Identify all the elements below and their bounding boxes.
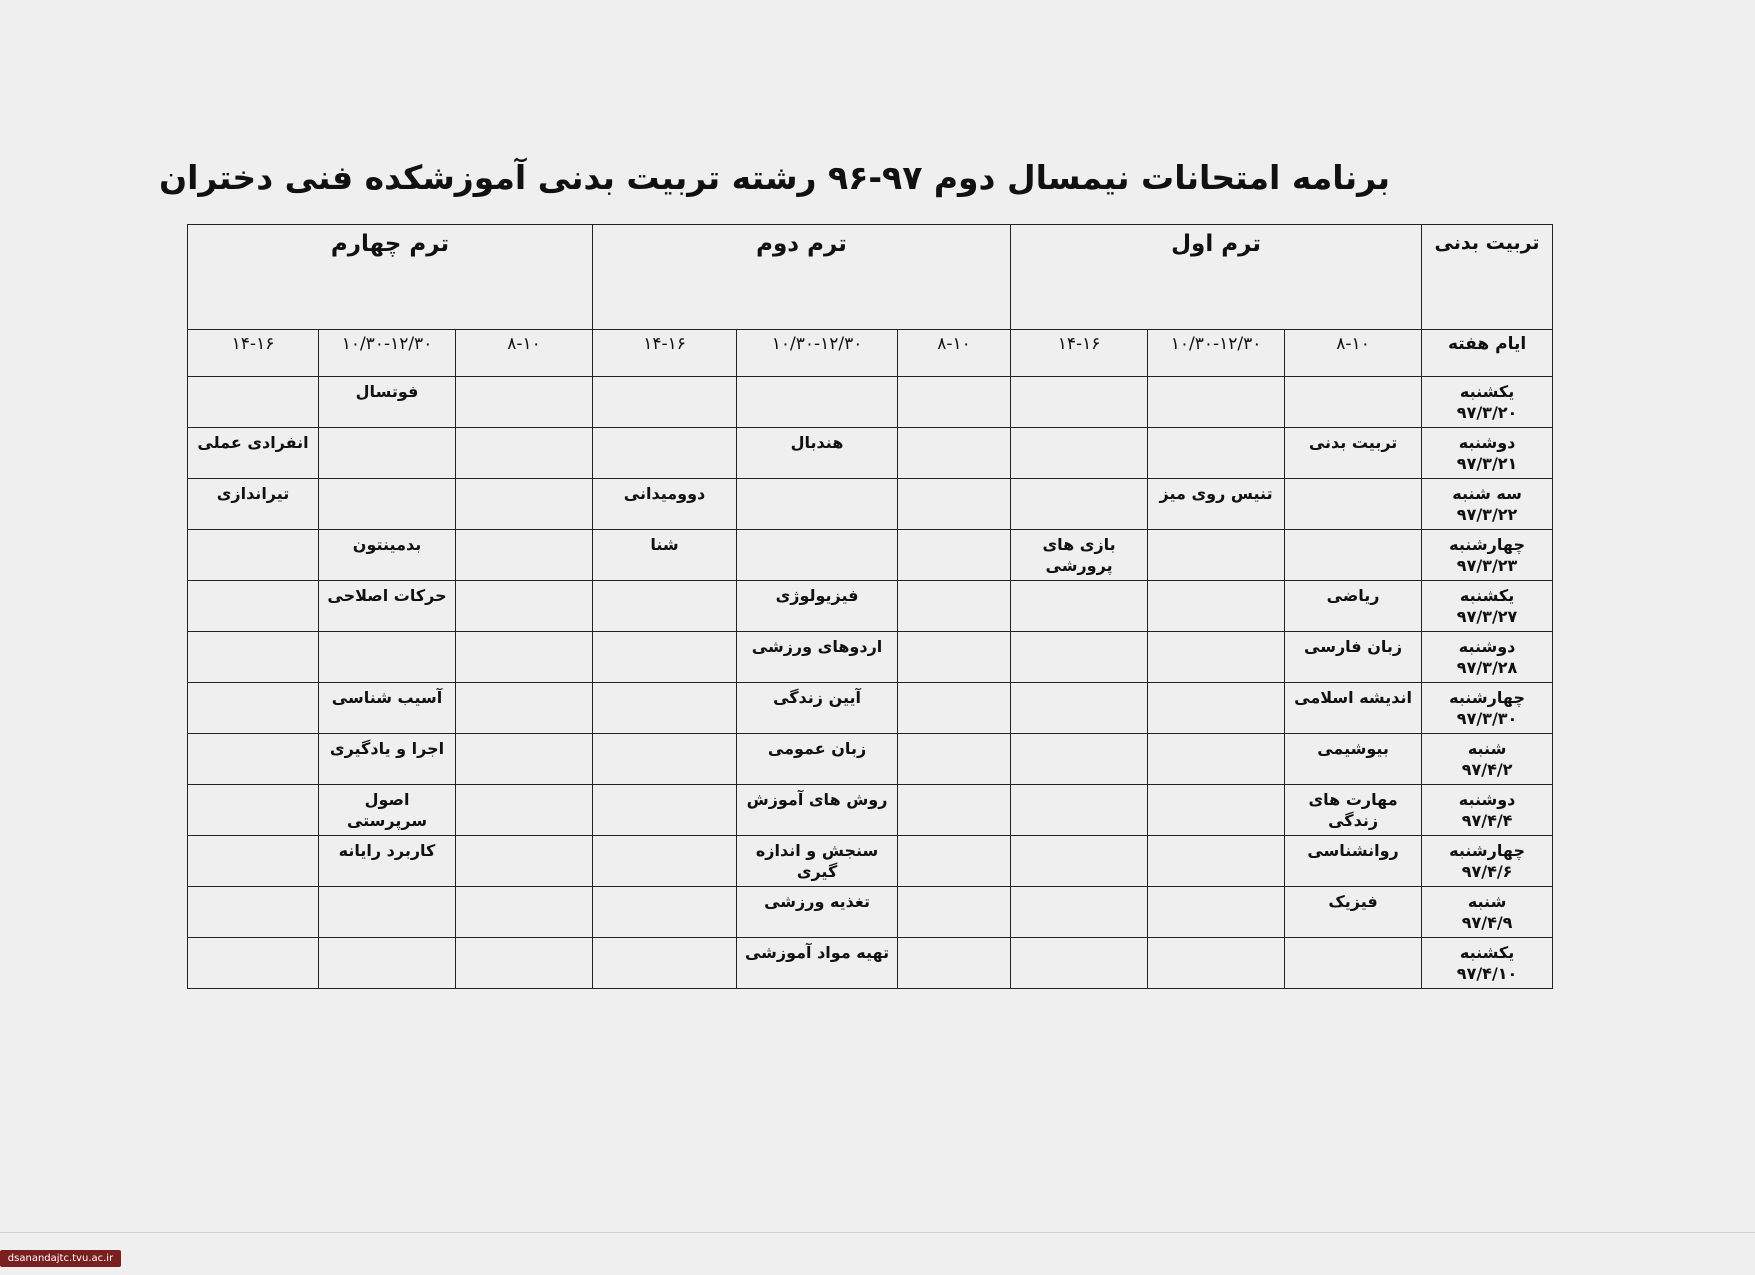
exam-cell: بازی های پرورشی bbox=[1011, 530, 1148, 581]
table-row bbox=[188, 683, 1553, 734]
exam-cell bbox=[898, 428, 1011, 479]
exam-cell bbox=[1285, 530, 1422, 581]
day-cell bbox=[1422, 632, 1553, 683]
exam-cell: تهیه مواد آموزشی bbox=[737, 938, 898, 989]
exam-cell bbox=[898, 785, 1011, 836]
footer-site-badge: dsanandajtc.tvu.ac.ir bbox=[0, 1250, 121, 1267]
exam-cell bbox=[188, 683, 319, 734]
day-date: ۹۷/۳/۲۰ bbox=[1456, 403, 1518, 422]
day-name: دوشنبه bbox=[1458, 433, 1516, 452]
exam-cell bbox=[1148, 836, 1285, 887]
day-date: ۹۷/۴/۲ bbox=[1461, 760, 1513, 779]
day-cell bbox=[1422, 887, 1553, 938]
exam-cell: سنجش و اندازه گیری bbox=[737, 836, 898, 887]
exam-cell bbox=[188, 938, 319, 989]
exam-cell bbox=[1011, 734, 1148, 785]
exam-cell bbox=[898, 734, 1011, 785]
exam-cell bbox=[1148, 734, 1285, 785]
exam-cell: فوتسال bbox=[319, 377, 456, 428]
exam-cell bbox=[593, 632, 737, 683]
exam-cell bbox=[1011, 785, 1148, 836]
exam-cell bbox=[1011, 938, 1148, 989]
exam-cell bbox=[456, 428, 593, 479]
table-row bbox=[188, 836, 1553, 887]
day-name: یکشنبه bbox=[1459, 943, 1515, 962]
exam-cell bbox=[188, 581, 319, 632]
exam-cell: تربیت بدنی bbox=[1285, 428, 1422, 479]
exam-cell bbox=[593, 734, 737, 785]
time-slot-header: ۸-۱۰ bbox=[898, 330, 1011, 377]
exam-cell bbox=[1285, 479, 1422, 530]
time-slot-header: ۱۴-۱۶ bbox=[188, 330, 319, 377]
day-cell bbox=[1422, 734, 1553, 785]
exam-cell bbox=[319, 632, 456, 683]
exam-cell bbox=[1011, 479, 1148, 530]
exam-cell: اندیشه اسلامی bbox=[1285, 683, 1422, 734]
day-name: شنبه bbox=[1467, 892, 1507, 911]
exam-cell bbox=[593, 581, 737, 632]
exam-cell: تنیس روی میز bbox=[1148, 479, 1285, 530]
day-name: چهارشنبه bbox=[1449, 535, 1525, 554]
exam-cell bbox=[1285, 377, 1422, 428]
exam-cell bbox=[1148, 377, 1285, 428]
exam-cell: اردوهای ورزشی bbox=[737, 632, 898, 683]
day-date: ۹۷/۴/۱۰ bbox=[1456, 964, 1518, 983]
exam-cell bbox=[1148, 581, 1285, 632]
day-date: ۹۷/۳/۳۰ bbox=[1456, 709, 1518, 728]
exam-cell: مهارت های زندگی bbox=[1285, 785, 1422, 836]
day-date: ۹۷/۳/۲۸ bbox=[1456, 658, 1518, 677]
exam-cell: شنا bbox=[593, 530, 737, 581]
exam-cell bbox=[319, 938, 456, 989]
footer-divider bbox=[0, 1232, 1755, 1233]
days-header: ایام هفته bbox=[1422, 330, 1553, 377]
exam-cell bbox=[1148, 530, 1285, 581]
exam-cell: اصول سرپرستی bbox=[319, 785, 456, 836]
exam-cell bbox=[188, 887, 319, 938]
exam-schedule-table bbox=[187, 224, 1553, 989]
exam-cell: فیزیولوژی bbox=[737, 581, 898, 632]
exam-cell bbox=[456, 479, 593, 530]
exam-cell bbox=[737, 377, 898, 428]
exam-cell bbox=[456, 530, 593, 581]
time-slot-header: ۸-۱۰ bbox=[1285, 330, 1422, 377]
exam-cell bbox=[456, 683, 593, 734]
exam-cell bbox=[1148, 785, 1285, 836]
exam-cell bbox=[1011, 632, 1148, 683]
exam-cell bbox=[456, 887, 593, 938]
table-row bbox=[188, 581, 1553, 632]
exam-cell bbox=[898, 887, 1011, 938]
exam-cell bbox=[1011, 581, 1148, 632]
page-title: برنامه امتحانات نیمسال دوم ۹۷-۹۶ رشته تربیت بدنی آموزشکده فنی دختران bbox=[158, 158, 1390, 197]
table-row bbox=[188, 632, 1553, 683]
exam-cell: زبان عمومی bbox=[737, 734, 898, 785]
exam-cell: بدمینتون bbox=[319, 530, 456, 581]
table-row bbox=[188, 479, 1553, 530]
exam-cell: هندبال bbox=[737, 428, 898, 479]
table-row bbox=[188, 887, 1553, 938]
exam-cell bbox=[188, 734, 319, 785]
exam-cell bbox=[456, 785, 593, 836]
exam-cell bbox=[593, 683, 737, 734]
exam-cell bbox=[1148, 632, 1285, 683]
exam-cell bbox=[593, 836, 737, 887]
exam-cell bbox=[1011, 836, 1148, 887]
day-name: دوشنبه bbox=[1458, 637, 1516, 656]
day-name: شنبه bbox=[1467, 739, 1507, 758]
exam-cell bbox=[1148, 683, 1285, 734]
exam-cell: حرکات اصلاحی bbox=[319, 581, 456, 632]
time-slot-header: ۱۰/۳۰-۱۲/۳۰ bbox=[737, 330, 898, 377]
day-cell bbox=[1422, 530, 1553, 581]
exam-cell: بیوشیمی bbox=[1285, 734, 1422, 785]
day-date: ۹۷/۴/۶ bbox=[1461, 862, 1513, 881]
exam-cell bbox=[898, 581, 1011, 632]
exam-cell bbox=[456, 632, 593, 683]
exam-cell: تغذیه ورزشی bbox=[737, 887, 898, 938]
exam-cell bbox=[456, 734, 593, 785]
exam-cell bbox=[456, 581, 593, 632]
corner-header: تربیت بدنی bbox=[1422, 225, 1553, 330]
table-row bbox=[188, 734, 1553, 785]
table-row bbox=[188, 530, 1553, 581]
exam-cell: ریاضی bbox=[1285, 581, 1422, 632]
exam-cell: فیزیک bbox=[1285, 887, 1422, 938]
exam-cell bbox=[1011, 428, 1148, 479]
day-date: ۹۷/۳/۲۲ bbox=[1456, 505, 1518, 524]
exam-cell: دوومیدانی bbox=[593, 479, 737, 530]
exam-cell bbox=[1011, 887, 1148, 938]
exam-cell bbox=[1285, 938, 1422, 989]
day-cell bbox=[1422, 938, 1553, 989]
exam-cell: تیراندازی bbox=[188, 479, 319, 530]
day-cell bbox=[1422, 785, 1553, 836]
day-name: چهارشنبه bbox=[1449, 688, 1525, 707]
table-row bbox=[188, 428, 1553, 479]
exam-cell bbox=[1011, 683, 1148, 734]
exam-cell: روانشناسی bbox=[1285, 836, 1422, 887]
exam-cell bbox=[319, 887, 456, 938]
time-slot-header: ۸-۱۰ bbox=[456, 330, 593, 377]
exam-cell bbox=[188, 530, 319, 581]
term-header-1: ترم اول bbox=[1011, 225, 1422, 330]
day-name: سه شنبه bbox=[1452, 484, 1522, 503]
day-cell bbox=[1422, 581, 1553, 632]
exam-cell bbox=[1011, 377, 1148, 428]
exam-cell bbox=[898, 938, 1011, 989]
day-name: چهارشنبه bbox=[1449, 841, 1525, 860]
day-date: ۹۷/۴/۴ bbox=[1461, 811, 1513, 830]
time-slot-header: ۱۴-۱۶ bbox=[1011, 330, 1148, 377]
exam-cell: اجرا و یادگیری bbox=[319, 734, 456, 785]
day-date: ۹۷/۳/۲۱ bbox=[1456, 454, 1518, 473]
time-slot-header: ۱۴-۱۶ bbox=[593, 330, 737, 377]
term-header-4: ترم چهارم bbox=[188, 225, 593, 330]
exam-cell bbox=[593, 428, 737, 479]
exam-cell bbox=[456, 938, 593, 989]
table-row bbox=[188, 377, 1553, 428]
exam-cell bbox=[188, 785, 319, 836]
table-row bbox=[188, 938, 1553, 989]
exam-cell bbox=[1148, 887, 1285, 938]
day-date: ۹۷/۴/۹ bbox=[1461, 913, 1513, 932]
exam-cell bbox=[1148, 428, 1285, 479]
exam-cell: زبان فارسی bbox=[1285, 632, 1422, 683]
exam-cell: انفرادی عملی bbox=[188, 428, 319, 479]
exam-cell bbox=[319, 428, 456, 479]
exam-cell bbox=[898, 683, 1011, 734]
day-date: ۹۷/۳/۲۷ bbox=[1456, 607, 1518, 626]
exam-cell bbox=[188, 836, 319, 887]
exam-cell: روش های آموزش bbox=[737, 785, 898, 836]
day-name: یکشنبه bbox=[1459, 586, 1515, 605]
exam-cell: آیین زندگی bbox=[737, 683, 898, 734]
day-date: ۹۷/۳/۲۳ bbox=[1456, 556, 1518, 575]
exam-cell bbox=[319, 479, 456, 530]
term-header-2: ترم دوم bbox=[593, 225, 1011, 330]
exam-cell bbox=[898, 836, 1011, 887]
day-name: یکشنبه bbox=[1459, 382, 1515, 401]
exam-cell bbox=[188, 377, 319, 428]
table-row bbox=[188, 785, 1553, 836]
day-cell bbox=[1422, 836, 1553, 887]
exam-cell bbox=[1148, 938, 1285, 989]
day-cell bbox=[1422, 428, 1553, 479]
exam-cell bbox=[188, 632, 319, 683]
exam-cell bbox=[737, 479, 898, 530]
exam-cell bbox=[456, 377, 593, 428]
time-slot-header: ۱۰/۳۰-۱۲/۳۰ bbox=[1148, 330, 1285, 377]
exam-cell bbox=[898, 530, 1011, 581]
time-slot-header: ۱۰/۳۰-۱۲/۳۰ bbox=[319, 330, 456, 377]
exam-cell: کاربرد رایانه bbox=[319, 836, 456, 887]
day-cell bbox=[1422, 377, 1553, 428]
exam-cell bbox=[898, 479, 1011, 530]
exam-cell bbox=[593, 377, 737, 428]
exam-cell bbox=[593, 938, 737, 989]
exam-cell bbox=[593, 887, 737, 938]
exam-cell bbox=[898, 632, 1011, 683]
day-name: دوشنبه bbox=[1458, 790, 1516, 809]
day-cell bbox=[1422, 479, 1553, 530]
exam-cell bbox=[737, 530, 898, 581]
exam-cell: آسیب شناسی bbox=[319, 683, 456, 734]
exam-cell bbox=[898, 377, 1011, 428]
exam-cell bbox=[456, 836, 593, 887]
exam-cell bbox=[593, 785, 737, 836]
day-cell bbox=[1422, 683, 1553, 734]
